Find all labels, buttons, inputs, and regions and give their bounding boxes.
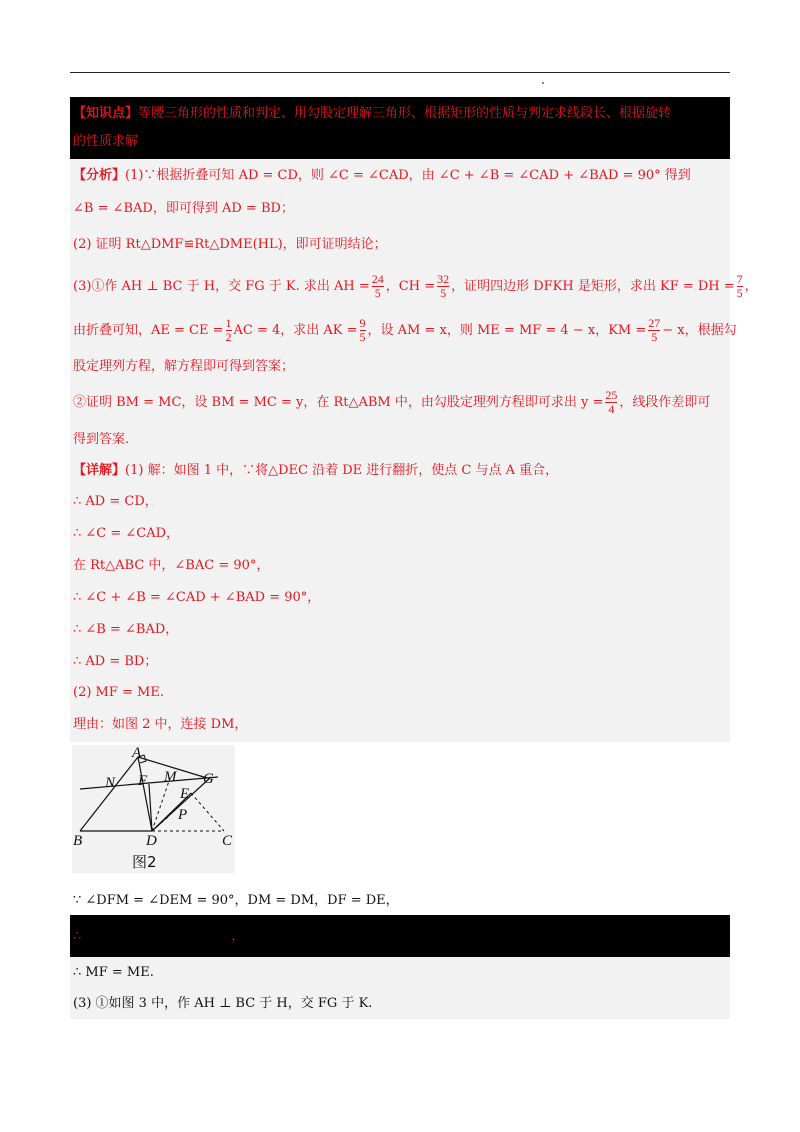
text-seg: ，线段作差即可 <box>619 394 711 410</box>
label-c: C <box>222 833 233 849</box>
detail-line-8: (2) MF = ME. <box>70 677 730 707</box>
edge-ba <box>80 757 138 831</box>
edge-ec-dashed <box>191 793 224 831</box>
fraction-y: $\frac{25}{4}$ <box>605 387 618 416</box>
text-seg: ， <box>231 928 245 944</box>
detail-tag: 【详解】 <box>73 462 126 478</box>
text-seg: 由折叠可知，AE = CE = <box>73 322 224 338</box>
figure-caption: 图2 <box>132 853 157 871</box>
label-a: A <box>132 745 142 761</box>
analysis-line-3a <box>70 263 758 309</box>
text-seg: ， <box>744 278 758 294</box>
therefore-mark: ∴ <box>73 928 82 944</box>
knowledge-text-1: 等腰三角形的性质和判定、用勾股定理解三角形、根据矩形的性质与判定求线段长、根据旋转 <box>138 106 672 121</box>
label-e: E <box>180 786 190 802</box>
detail-line-6: ∴ ∠B = ∠BAD， <box>70 613 730 645</box>
knowledge-line-2: 的性质求解 <box>73 134 139 149</box>
label-n: N <box>105 775 116 791</box>
fraction-half: $\frac{1}{2}$ <box>225 315 232 344</box>
detail-line-12: ∴ MF = ME. <box>70 957 730 987</box>
detail-line-3: ∴ ∠C = ∠CAD， <box>70 517 730 549</box>
detail-line-1 <box>70 455 730 485</box>
fraction-kf: $\frac{7}{5}$ <box>736 271 743 300</box>
detail-line-10: ∵ ∠DFM = ∠DEM = 90°，DM = DM，DF = DE， <box>70 885 730 915</box>
label-m: M <box>164 769 177 785</box>
label-g: G <box>203 771 214 787</box>
analysis-line-1b: ∠B = ∠BAD，即可得到 AD = BD； <box>70 192 730 225</box>
label-f: F <box>138 773 148 789</box>
label-b: B <box>73 833 83 849</box>
header-rule <box>70 72 730 73</box>
detail-line-13: (3) ①如图 3 中，作 AH ⊥ BC 于 H，交 FG 于 K. <box>70 987 730 1019</box>
fraction-ch: $\frac{32}{5}$ <box>437 271 450 300</box>
knowledge-tag: 【知识点】 <box>73 106 139 121</box>
label-d: D <box>146 833 157 849</box>
analysis-tag: 【分析】 <box>73 168 126 183</box>
figure-2 <box>72 745 235 873</box>
text-seg: − x，根据勾 <box>662 322 737 338</box>
fraction-km: $\frac{27}{5}$ <box>648 315 661 344</box>
detail-line-4: 在 Rt△ABC 中，∠BAC = 90°， <box>70 549 730 581</box>
analysis-line-1 <box>70 159 730 192</box>
figure-2-diagram <box>72 745 235 873</box>
analysis-line-4a <box>70 381 730 423</box>
analysis-line-3b <box>70 309 737 351</box>
detail-line-2: ∴ AD = CD， <box>70 485 730 517</box>
detail-text-1: (1) 解：如图 1 中，∵将△DEC 沿着 DE 进行翻折，使点 C 与点 A 重合， <box>125 462 559 478</box>
text-seg: ，设 AM = x，则 ME = MF = 4 − x，KM = <box>367 322 647 338</box>
analysis-line-3c: 股定理列方程，解方程即可得到答案； <box>70 351 730 381</box>
analysis-line-2: (2) 证明 Rt△DMF≌Rt△DME(HL)，即可证明结论； <box>70 225 730 263</box>
knowledge-line-1 <box>73 107 671 120</box>
detail-line-7: ∴ AD = BD； <box>70 645 730 677</box>
detail-line-11 <box>70 915 730 957</box>
text-seg: (3)①作 AH ⊥ BC 于 H，交 FG 于 K. 求出 AH = <box>73 278 370 294</box>
fraction-ah: $\frac{24}{5}$ <box>371 271 384 300</box>
text-seg: ，证明四边形 DFKH 是矩形，求出 KF = DH = <box>451 278 735 294</box>
label-p: P <box>178 807 188 823</box>
knowledge-band <box>70 97 730 159</box>
detail-line-5: ∴ ∠C + ∠B = ∠CAD + ∠BAD = 90°， <box>70 581 730 613</box>
detail-line-9: 理由：如图 2 中，连接 DM， <box>70 707 730 742</box>
fraction-ak: $\frac{9}{5}$ <box>359 315 366 344</box>
analysis-line-4b: 得到答案. <box>70 423 730 455</box>
text-seg: ，CH = <box>385 278 436 294</box>
text-seg: AC = 4，求出 AK = <box>233 322 358 338</box>
text-seg: ②证明 BM = MC，设 BM = MC = y，在 Rt△ABM 中，由勾股定理列方程即可求出 y = <box>73 394 604 410</box>
header-dot <box>542 82 544 84</box>
analysis-text-1: (1)∵根据折叠可知 AD = CD，则 ∠C = ∠CAD，由 ∠C + ∠B = ∠CAD + ∠BAD = 90° 得到 <box>125 168 691 183</box>
